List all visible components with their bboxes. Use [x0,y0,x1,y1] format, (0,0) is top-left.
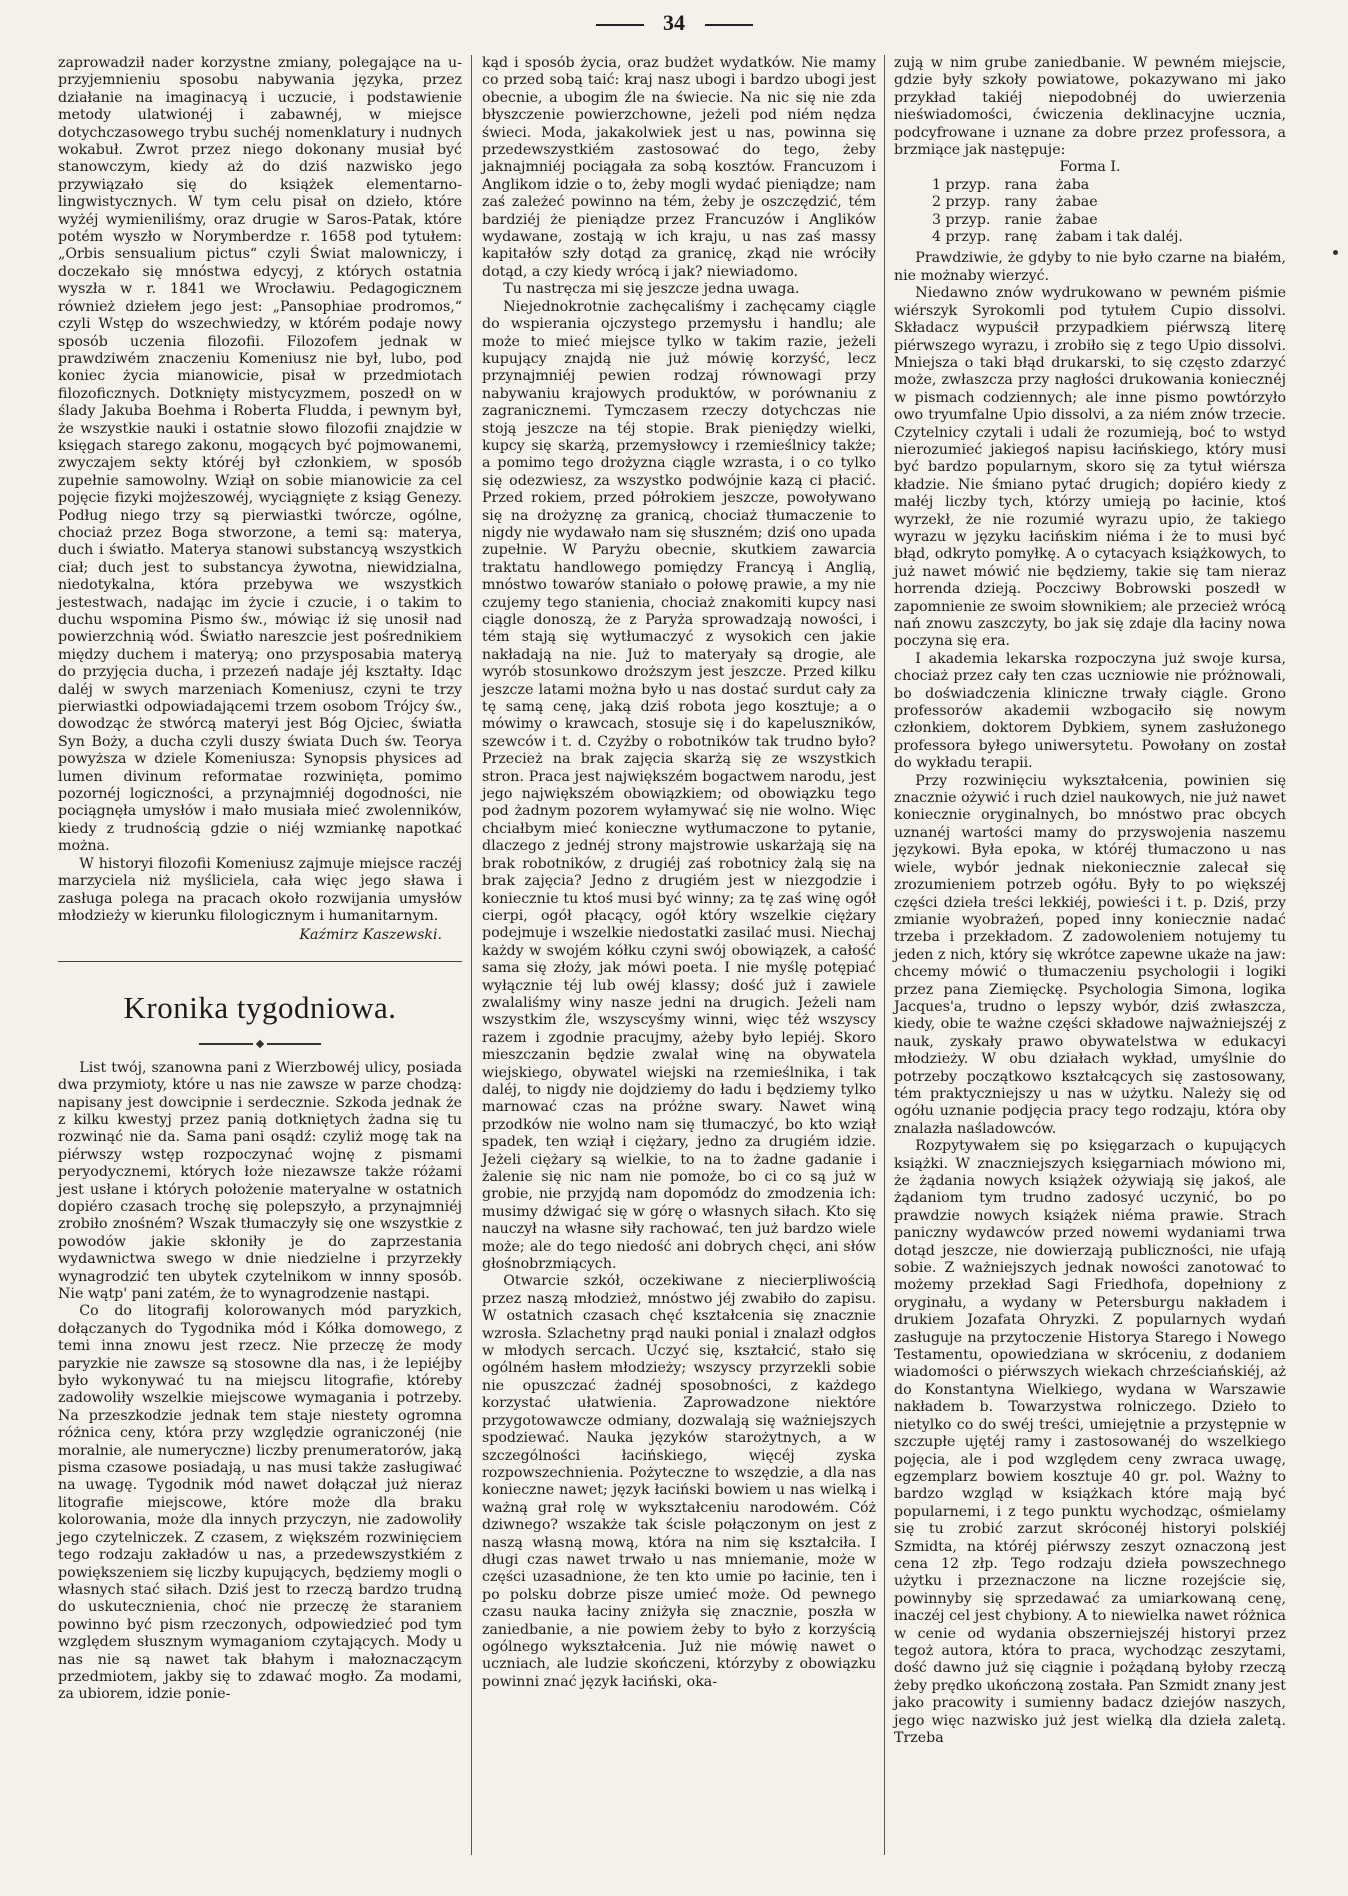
chronicle-paragraph: I akademia lekarska rozpoczyna już swoje kursa, chociaż przez cały ten czas uczniowie nie próżnowali, bo doświadczenia kliniczne trwały ciągle. Grono professorów akademii wzbogaciło się nowym członkiem, doktorem Dybkiem, synem zasłużonego professora byłego uniwersytetu. Powołany on został do wykładu terapii. [894,650,1286,772]
table-cell: żabae [1055,211,1098,228]
chronicle-paragraph: Rozpytywałem się po księgarzach o kupujących książki. W znaczniejszych księgarniach mówiono mi, że żądania nowych książek ożywiają się jakoś, ale żądaniom tym trudno zadosyć uczynić, bo po prawdzie nowych książek niéma prawie. Strach paniczny wydawców przed nowemi wydaniami trwa dotąd jeszcze, nie dowierzają publiczności, nie ufają sobie. Z ważniejszych jednak nowości zanotować to możemy przekład Sagi Friedhofa, dopełniony z oryginału, a wydany w Petersburgu nakładem i drukiem Jozafata Ohryzki. Z popularnych wydań zasługuje na przytoczenie Historya Starego i Nowego Testamentu, opowiedziana w skróceniu, z dodaniem wiadomości o piérwszych wiekach chrześciańskiéj, aż do Konstantyna Wielkiego, wydana w Warszawie nakładem b. Towarzystwa rolniczego. Dzieło to nietylko co do swéj treści, umiejętnie a przystępnie w szczupłe ujętéj ramy i zastosowanéj do wszelkiego pojęcia, ale i pod względem ceny zwraca uwagę, egzemplarz bowiem kosztuje 40 gr. pol. Ważny to bardzo wzgląd w książkach które mają być popularnemi, i z tego punktu wychodząc, ośmielamy się tu zrobić zarzut skróconéj historyi polskiéj Szmidta, na któréj piérwszy zeszyt oznaczoną jest cena 12 złp. Tego rodzaju dzieła powszechnego użytku i przeznaczone na liczne rozejście się, powinnyby się sprzedawać za umiarkowaną cenę, inaczéj cel jest chybiony. A to niewielka nawet różnica w cenie od wydania obszerniejszéj historyi przez tegoż autora, która to praca, wychodząc zeszytami, dość dawno już się ciągnie i pożądaną byłoby rzeczą żeby prędko ukończoną została. Pan Szmidt znany jest jako pracowity i sumienny badacz dziejów naszych, jego więc nazwisko już jest wielką dla dzieła zaletą. Trzeba [894,1138,1286,1746]
column-2 [482,55,876,1691]
table-row [932,177,1197,194]
declension-table [932,177,1197,247]
ornament-divider [58,1036,462,1048]
table-cell: żabae [1055,194,1098,211]
chronicle-paragraph: zują w nim grube zaniedbanie. W pewném miejscie, gdzie były szkoły powiatowe, pokazywano mi jako przykład takiéj niepodobnéj do uwierzenia nieświadomości, ćwiczenia deklinacyjne ucznia, podcyfrowane i uznane za dobre przez professora, a brzmiące jak następuje: [894,55,1286,159]
chronicle-paragraph: Przy rozwinięciu wykształcenia, powinien się znacznie ożywić i ruch dziel naukowych, nie już nawet koniecznie oryginalnych, bo mnóstwo prac obcych uznanéj wartości mamy do przyswojenia naszemu językowi. Była epoka, w któréj tłumaczono u nas wiele, wybór jednak niekoniecznie zalecał się zrozumieniem potrzeb ogółu. Były to po większéj części dzieła treści lekkiéj, powieści i t. p. Dziś, przy zmianie wyobrażeń, poped inny koniecznie nadać trzeba i przekładom. Z zadowoleniem notujemy tu jeden z nich, który się wkrótce zapewne ukaże na jaw: chcemy mówić o tłumaczeniu psychologii i logiki przez pana Ziemięckę. Psychologia Simona, logika Jacques'a, trudno o lepszy wybór, dziś zwłaszcza, kiedy, obie te ważne części składowe najważniejszéj z nauk, zyskały prawo obywatelstwa w edukacyi młodzieży. W obu działach wykład, umyślnie do potrzeby początkowo kształcących się zastosowany, tém praktyczniejszy u nas w użytku. Należy się od ogółu uznanie podjęcia pracy tego rodzaju, która oby znalazła naśladowców. [894,772,1286,1137]
chronicle-paragraph: Niedawno znów wydrukowano w pewném piśmie wiérszyk Syrokomli pod tytułem Cupio dissolvi. Składacz wypuścił przypadkiem piérwszą literę piérwszego wyrazu, i zrobiło się z tego Upio dissolvi. Mniejsza o taki błąd drukarski, to się często zdarzyć może, zwłaszcza przy nagłości drukowania koniecznéj w pismach codziennych; ale inne pismo powtórzyło owo tryumfalne Upio dissolvi, a za niém znów trzecie. Czytelnicy czytali i udali że rozumieją, boć to wstyd nierozumieć jakiegoś napisu łacińskiego, który musi być bardzo popularnym, skoro się za tytuł wiérsza kładzie. Nie śmiano pytać drugich; dopiéro kiedy z małéj liczby tych, którzy umieją po łacinie, ktoś wyrzekł, że nie rozumié wyrazu upio, że takiego wyrazu w języku łacińskim niéma i że to musi być błąd, odkryto pomyłkę. A o cytacyach książkowych, to już nawet mówić nie będziemy, takie się tam nieraz horrenda dzieją. Poczciwy Bobrowski poszedł w zapomnienie ze swoim słownikiem; ale przecież wrócą nań znowu zaszczyty, bo jak się zdaje dla łaciny nowa poczyna się era. [894,285,1286,650]
chronicle-paragraph: List twój, szanowna pani z Wierzbowéj ulicy, posiada dwa przymioty, które u nas nie zawsze w parze chodzą: napisany jest dowcipnie i serdecznie. Szkoda jednak że z kilku kwestyj przez panią dotkniętych żadna się tu rozwinąć nie da. Sama pani osądź: czyliż mogę tak na piérwszy wstęp rozpoczynać wojnę z pismami peryodycznemi, których łoże niezawsze także różami jest usłane i których położenie materyalne w ostatnich dopiéro czasach trochę się polepszyło, a przynajmniéj zrobiło znośném? Wszak tłumaczyły się one wszystkie z powodów jakie skłoniły je do zaprzestania wydawnictwa swego w dnie niedzielne i przyrzekły wynagrodzić ten ubytek czytelnikom w innny sposób. Nie wątp' pani zatém, że to wynagrodzenie nastąpi. [58,1059,462,1302]
table-cell: rana [1004,176,1038,193]
chronicle-paragraph: kąd i sposób życia, oraz budżet wydatków. Nie mamy co przed sobą taić: kraj nasz ubogi i bardzo ubogi jest obecnie, a ubogim źle na świecie. Na nic się nie zda błyszczenie powierzchowne, jeżeli pod niém nędza świeci. Moda, jakakolwiek jest u nas, powinna się przedewszystkiém zastosować do tego, żeby jaknajmniéj pociągała za sobą kosztów. Francuzom i Anglikom idzie o to, żeby mogli wydać pieniądze; nam zaś zależeć powinno na tém, żeby je oszczędzić, tém bardziéj że pieniądze przez Francuzów i Anglików wydawane, zostają w ich kraju, u nas zaś massy kapitałów szły dotąd za granicę, zkąd nie wróciły dotąd, a czy kiedy wrócą i jak? niewiadomo. [482,55,876,280]
chronicle-paragraph: Niejednokrotnie zachęcaliśmy i zachęcamy ciągle do wspierania ojczystego przemysłu i handlu; ale może to mieć miejsce tylko w takim razie, jeżeli kupujący znajdą nie już mówię korzyść, lecz przynajmniéj pewien rodzaj równowagi przy nabywaniu krajowych produktów, w porównaniu z zagranicznemi. Tymczasem rzeczy dotychczas nie stoją jeszcze na téj stopie. Brak pieniędzy wielki, kupcy się skarżą, przemysłowcy i rzemieślnicy także; a pomimo tego drożyzna ciągle wzrasta, i o co tylko się odezwiesz, za wszystko podwójnie kazą ci płacić. Przed rokiem, przed półrokiem jeszcze, powoływano się na drożyznę za granicą, chociaż tłumaczenie to nigdy nie wydawało nam się słuszném; dziś ono upada zupełnie. W Paryżu obecnie, skutkiem zawarcia traktatu handlowego pomiędzy Francyą i Anglią, mnóstwo towarów staniało o połowę prawie, a my nie czujemy tego stanienia, chociaż znakomiti kupcy nasi ciągle donoszą, że z Paryża sprowadzają nowości, i tém stają się wytłumaczyć z wysokich cen jakie nakładają na nie. Już to materyały są drogie, ale wyrób stosunkowo droższym jest jeszcze. Przed kilku jeszcze latami można było u nas dostać surdut cały za tę samą cenę, jaką dziś robota jego kosztuje; a o mówimy o krawcach, stosuje się i do kapeluszników, szewców i t. d. Czyżby o robotników tak trudno było? Przecież na brak zajęcia skarżą się ze wszystkich stron. Praca jest największém bogactwem narodu, jest jego największém obowiązkiem; od obowiązku tego pod żadnym pozorem wyłamywać się nie wolno. Więc chciałbym mieć konieczne wytłumaczone to pytanie, dlaczego z jednéj strony majstrowie uskarżają się na brak robotników, z drugiéj zaś robotnicy żalą się na brak zajęcia? Jedno z drugiém jest w niezgodzie i koniecznie tu ktoś musi być winny; za tę zaś winę ogół cierpi, ogół płacący, ogół który wszelkie ciężary podejmuje i wszelkie niedostatki zasilać musi. Niechaj każdy w swojém kółku czyni swój obowiązek, a całość sama się złoży, jak mówi poeta. I nie myślę potępiać wyłącznie téj lub owéj klassy; dość już i zawiele zwalaliśmy winy nasze jedni na drugich. Jeżeli nam wszystkim źle, wszyscyśmy winni, więc téż wszyscy razem i zgodnie pracujmy, ażeby było lepiéj. Skoro mieszczanin będzie zwalał winę na obywatela wiejskiego, obywatel wiejski na rzemieślnika, i tak daléj, to nigdy nie dojdziemy do ładu i będziemy tylko marnować czas na próżne swary. Nawet winą przodków nie wolno nam się tłumaczyć, bo kto wziął spadek, ten wziął i ciężary, jedno za drugiém idzie. Jeżeli ciężary są wielkie, to na to żadne gadanie i żalenie się nic nam nie pomoże, bo ci co są już w grobie, nie przyjdą nam dopomódz do zmodzenia ich: musimy dźwigać się w górę o własnych siłach. Kto się nauczył na własne siły rachować, ten już bardzo wiele może; ale do tego niedość ani dobrych chęci, ani słów głośnobrzmiących. [482,298,876,1273]
table-cell: 4 przyp. [932,229,991,246]
declension-table-title: Forma I. [1059,159,1121,176]
table-cell: 3 przyp. [932,211,991,228]
table-row [932,212,1197,229]
column-divider-2 [884,55,885,1855]
chronicle-paragraph: Otwarcie szkół, oczekiwane z niecierpliwością przez naszą młodzież, mnóstwo jéj zwabiło do zapisu. W ostatnich czasach chęć kształcenia się znacznie wzrosła. Szlachetny prąd nauki ponial i znalazł odgłos w młodych sercach. Uczyć się, kształcić, stało się ogólném hasłem młodzieży; wszyscy przyrzekli sobie nie opuszczać żadnéj sposobności, z każdego korzystać ułatwienia. Zaprowadzone niektóre przygotowawcze odmiany, dozwalają się ważniejszych spodziewać. Nauka języków starożytnych, a w szczególności łacińskiego, więcéj zyska rozpowszechnienia. Pożyteczne to wszędzie, a dla nas konieczne nawet; język łaciński bowiem u nas wielką i ważną grał rolę w wykształceniu narodowém. Cóż dziwnego? wszakże tak ścisle połączonym on jest z naszą własną mową, która na nim się kształciła. I długi czas nawet trwało u nas mniemanie, może w części uzasadnione, że ten kto umie po łacinie, ten i po polsku dobrze pisze umieć może. Od pewnego czasu nauka łaciny zniżyła się znacznie, poszła w zaniedbanie, a nie powiem żeby to było z korzyścią ogólnego wykształcenia. Już nie mówię nawet o uczniach, ale ludzie skończeni, którzyby z obowiązku powinni znać język łaciński, oka- [482,1273,876,1690]
table-cell: ranie [1004,211,1042,228]
chronicle-paragraph: Co do litografij kolorowanych mód paryzkich, dołączanych do Tygodnika mód i Kółka domowego, z temi inna znowu jest rzecz. Nie przeczę że mody paryzkie nie zawsze są stosowne dla nas, i że lepiéjby było wykonywać tu na miejscu litografie, któreby zadowoliły wszelkie miejscowe wymagania i potrzeby. Na przeszkodzie jednak tem staje niestety ogromna różnica ceny, która przy względzie ograniczonéj (nie moralnie, ale numeryczne) liczby prenumeratorów, jaką pisma czasowe posiadają, u nas musi także zasługiwać na uwagę. Tygodnik mód nawet dołączał już nieraz litografie miejscowe, które może dla braku kolorowania, może dla innych przyczyn, nie zadowoliły jego czytelniczek. Z czasem, z większém rozwinięciem tego rodzaju zakładów u nas, a przedewszystkiém z powiększeniem się liczby kupujących, będziemy mogli o własnych stać siłach. Dziś jest to rzeczą bardzo trudną do uskutecznienia, choć nie przeczę że staraniem powinno być pism rzeczonych, odpowiedzieć pod tym względem słusznym wymaganiom czytających. Mody u nas nie są nawet tak błahym i małoznaczącym przedmiotem, jakby się to zdawać mogło. Za modami, za ubiorem, idzie ponie- [58,1303,462,1703]
ink-speck [1333,250,1338,255]
table-cell: 1 przyp. [932,176,991,193]
page-number-left-dash [596,24,644,26]
chronicle-paragraph: Tu nastręcza mi się jeszcze jedna uwaga. [503,281,800,298]
chronicle-paragraph: Prawdziwie, że gdyby to nie było czarne na białém, nie możnaby wierzyć. [894,250,1286,284]
table-cell: żaba [1055,176,1090,193]
page-number-header [0,10,1348,36]
table-row [932,229,1197,246]
column-3 [894,55,1286,1747]
column-divider-1 [471,55,472,1855]
table-cell: 2 przyp. [932,194,991,211]
table-row [932,194,1197,211]
article-paragraph: W historyi filozofii Komeniusz zajmuje miejsce raczéj marzyciela niż myśliciela, cała więc jego sława i zasługa polega na pracach około rozwijania umysłów młodzieży w kierunku filologicznym i humanitarnym. [58,855,462,924]
table-cell: rany [1004,194,1037,211]
article-signature: Kaźmirz Kaszewski. [299,927,442,944]
page-number: 34 [663,10,685,35]
table-cell: żabam i tak daléj. [1055,229,1183,246]
article-paragraph: zaprowadził nader korzystne zmiany, polegające na u-przyjemnieniu sposobu nabywania języka, przez działanie na imaginacyą i uczucie, i podstawienie metody ulatwionéj i zabawnéj, w miejsce dotychczasowego trybu suchéj nomenklatury i nudnych wokabuł. Zwrot przez niego dokonany musiał być stanowczym, kiedy aż do dziś nazwisko jego przywiązało się do książek elementarno-lingwistycznych. W tym celu pisał on dzieło, które wyżéj wymieniliśmy, oraz drugie w Saros-Patak, które potém wyszło w Norymberdze r. 1658 pod tytułem: „Orbis sensualium pictus“ czyli Świat malowniczy, i doczekało się mnóstwa edycyj, z których ostatnia wyszła w r. 1841 we Wrocławiu. Pedagogicznem również dziełem jego jest: „Pansophiae prodromos,“ czyli Wstęp do wszechwiedzy, w którém podaje nowy sposób uczenia filozofii. Filozofem jednak w prawdziwém znaczeniu Komeniusz nie był, lubo, pod koniec życia mianowicie, pisał w przedmiotach filozoficznych. Dotknięty mistycyzmem, poszedł on w ślady Jakuba Boehma i Roberta Fludda, i pewnym był, że wszystkie nauki i ostatnie słowo filozofii znajdzie w księgach starego zakonu, mogących być pojmowanemi, zwyczajem sekty któréj był członkiem, w sposób zupełnie samowolny. Wziął on sobie mianowicie za cel pojęcie fizyki mojżeszowéj, wyciągnięte z ksiąg Genezy. Podług niego trzy są pierwiastki twórcze, ogólne, chociaż przez Boga stworzone, a temi są: materya, duch i światło. Materya stanowi substancyą wszystkich ciał; duch jest to substancya żywotna, niewidzialna, niedotykalna, która przebywa we wszystkich jestestwach, nadając im życie i czucie, i o takim to duchu wspomina Pismo św., mówiąc iż się unosił nad powierzchnią wód. Światło nareszcie jest pośrednikiem między duchem i materyą; ono przysposabia materyą do przyjęcia ducha, i przezeń nadaje jéj kształty. Idąc daléj w swych marzeniach Komeniusz, czyni te trzy pierwiastki odpowiadającemi trzem osobom Trójcy św., dowodząc że stwórcą materyi jest Bóg Ojciec, światła Syn Boży, a ducha czyli duszy świata Duch św. Teorya powyższa w dziele Komeniusza: Synopsis physices ad lumen divinum reformatae rozwinięta, pomimo pozornéj logiczności, a przynajmniéj dogodności, nie pociągnęła umysłów i mało musiała mieć zwolenników, kiedy z trudnością gdzie o niéj wzmiankę napotkać można. [58,55,462,855]
section-title: Kronika tygodniowa. [123,989,397,1025]
table-cell: ranę [1004,229,1038,246]
column-1 [58,55,462,1704]
page-number-right-dash [705,24,753,26]
section-divider [58,961,462,962]
